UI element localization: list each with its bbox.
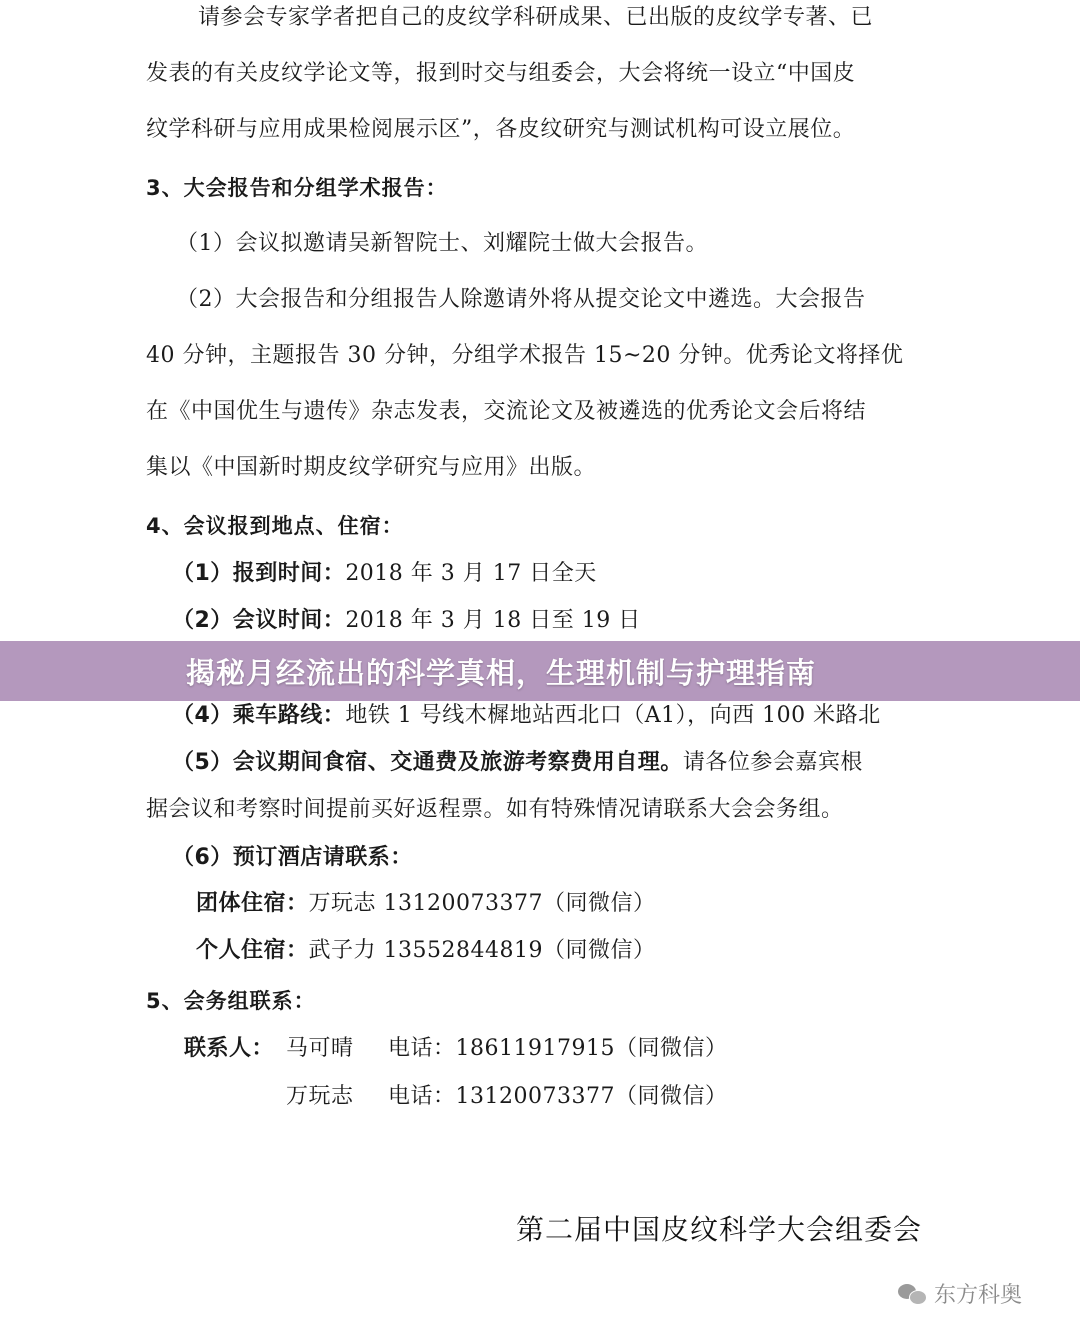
item-label: 个人住宿： [196,938,309,963]
item-value: 2018 年 3 月 17 日全天 [345,561,597,586]
contact-phone: 电话：18611917915（同微信） [388,1036,728,1061]
text-line: 请参会专家学者把自己的皮纹学科研成果、已出版的皮纹学专著、已 [198,5,874,30]
text-line: 发表的有关皮纹学论文等，报到时交与组委会，大会将统一设立“中国皮 [146,61,856,86]
item-value: 2018 年 3 月 18 日至 19 日 [345,608,641,633]
text-line: 集以《中国新时期皮纹学研究与应用》出版。 [146,455,597,480]
title-banner [0,641,1080,701]
text-line: 据会议和考察时间提前买好返程票。如有特殊情况请联系大会会务组。 [146,797,844,822]
text-line: 纹学科研与应用成果检阅展示区”，各皮纹研究与测试机构可设立展位。 [146,117,856,142]
expenses [172,748,863,778]
meeting-time [172,606,641,636]
item-value: 请各位参会嘉宾根 [682,750,863,775]
contact-phone: 电话：13120073377（同微信） [388,1084,728,1109]
item-label: （5）会议期间食宿、交通费及旅游考察费用自理。 [172,750,683,775]
item-label: （4）乘车路线： [172,703,346,728]
wechat-icon [898,1282,928,1306]
text-line: 40 分钟，主题报告 30 分钟，分组学术报告 15~20 分钟。优秀论文将择优 [146,343,904,368]
text-line: 在《中国优生与遗传》杂志发表，交流论文及被遴选的优秀论文会后将结 [146,399,867,424]
watermark [898,1278,1022,1309]
item-value: 万玩志 13120073377（同微信） [308,891,656,916]
signature: 第二届中国皮纹科学大会组委会 [516,1213,923,1246]
route [172,701,881,731]
section-heading: 5、会务组联系： [146,989,316,1013]
group-lodging [196,889,655,919]
item-label: 团体住宿： [196,891,309,916]
contact-name: 万玩志 [286,1084,354,1109]
contact-name: 马可晴 [286,1036,354,1061]
contact-label: 联系人： [184,1036,275,1061]
item-value: 武子力 13552844819（同微信） [308,938,656,963]
hotel-heading: （6）预订酒店请联系： [172,845,413,870]
banner-title: 揭秘月经流出的科学真相，生理机制与护理指南 [186,656,817,690]
item-label: （2）会议时间： [172,608,346,633]
watermark-text: 东方科奥 [934,1283,1023,1308]
section-heading: 3、大会报告和分组学术报告： [146,176,448,200]
text-line: （2）大会报告和分组报告人除邀请外将从提交论文中遴选。大会报告 [176,287,866,312]
item-value: 地铁 1 号线木樨地站西北口（A1），向西 100 米路北 [345,703,881,728]
text-line: （1）会议拟邀请吴新智院士、刘耀院士做大会报告。 [176,231,708,256]
registration-time [172,559,597,589]
section-heading: 4、会议报到地点、住宿： [146,514,404,538]
individual-lodging [196,936,655,966]
item-label: （1）报到时间： [172,561,346,586]
